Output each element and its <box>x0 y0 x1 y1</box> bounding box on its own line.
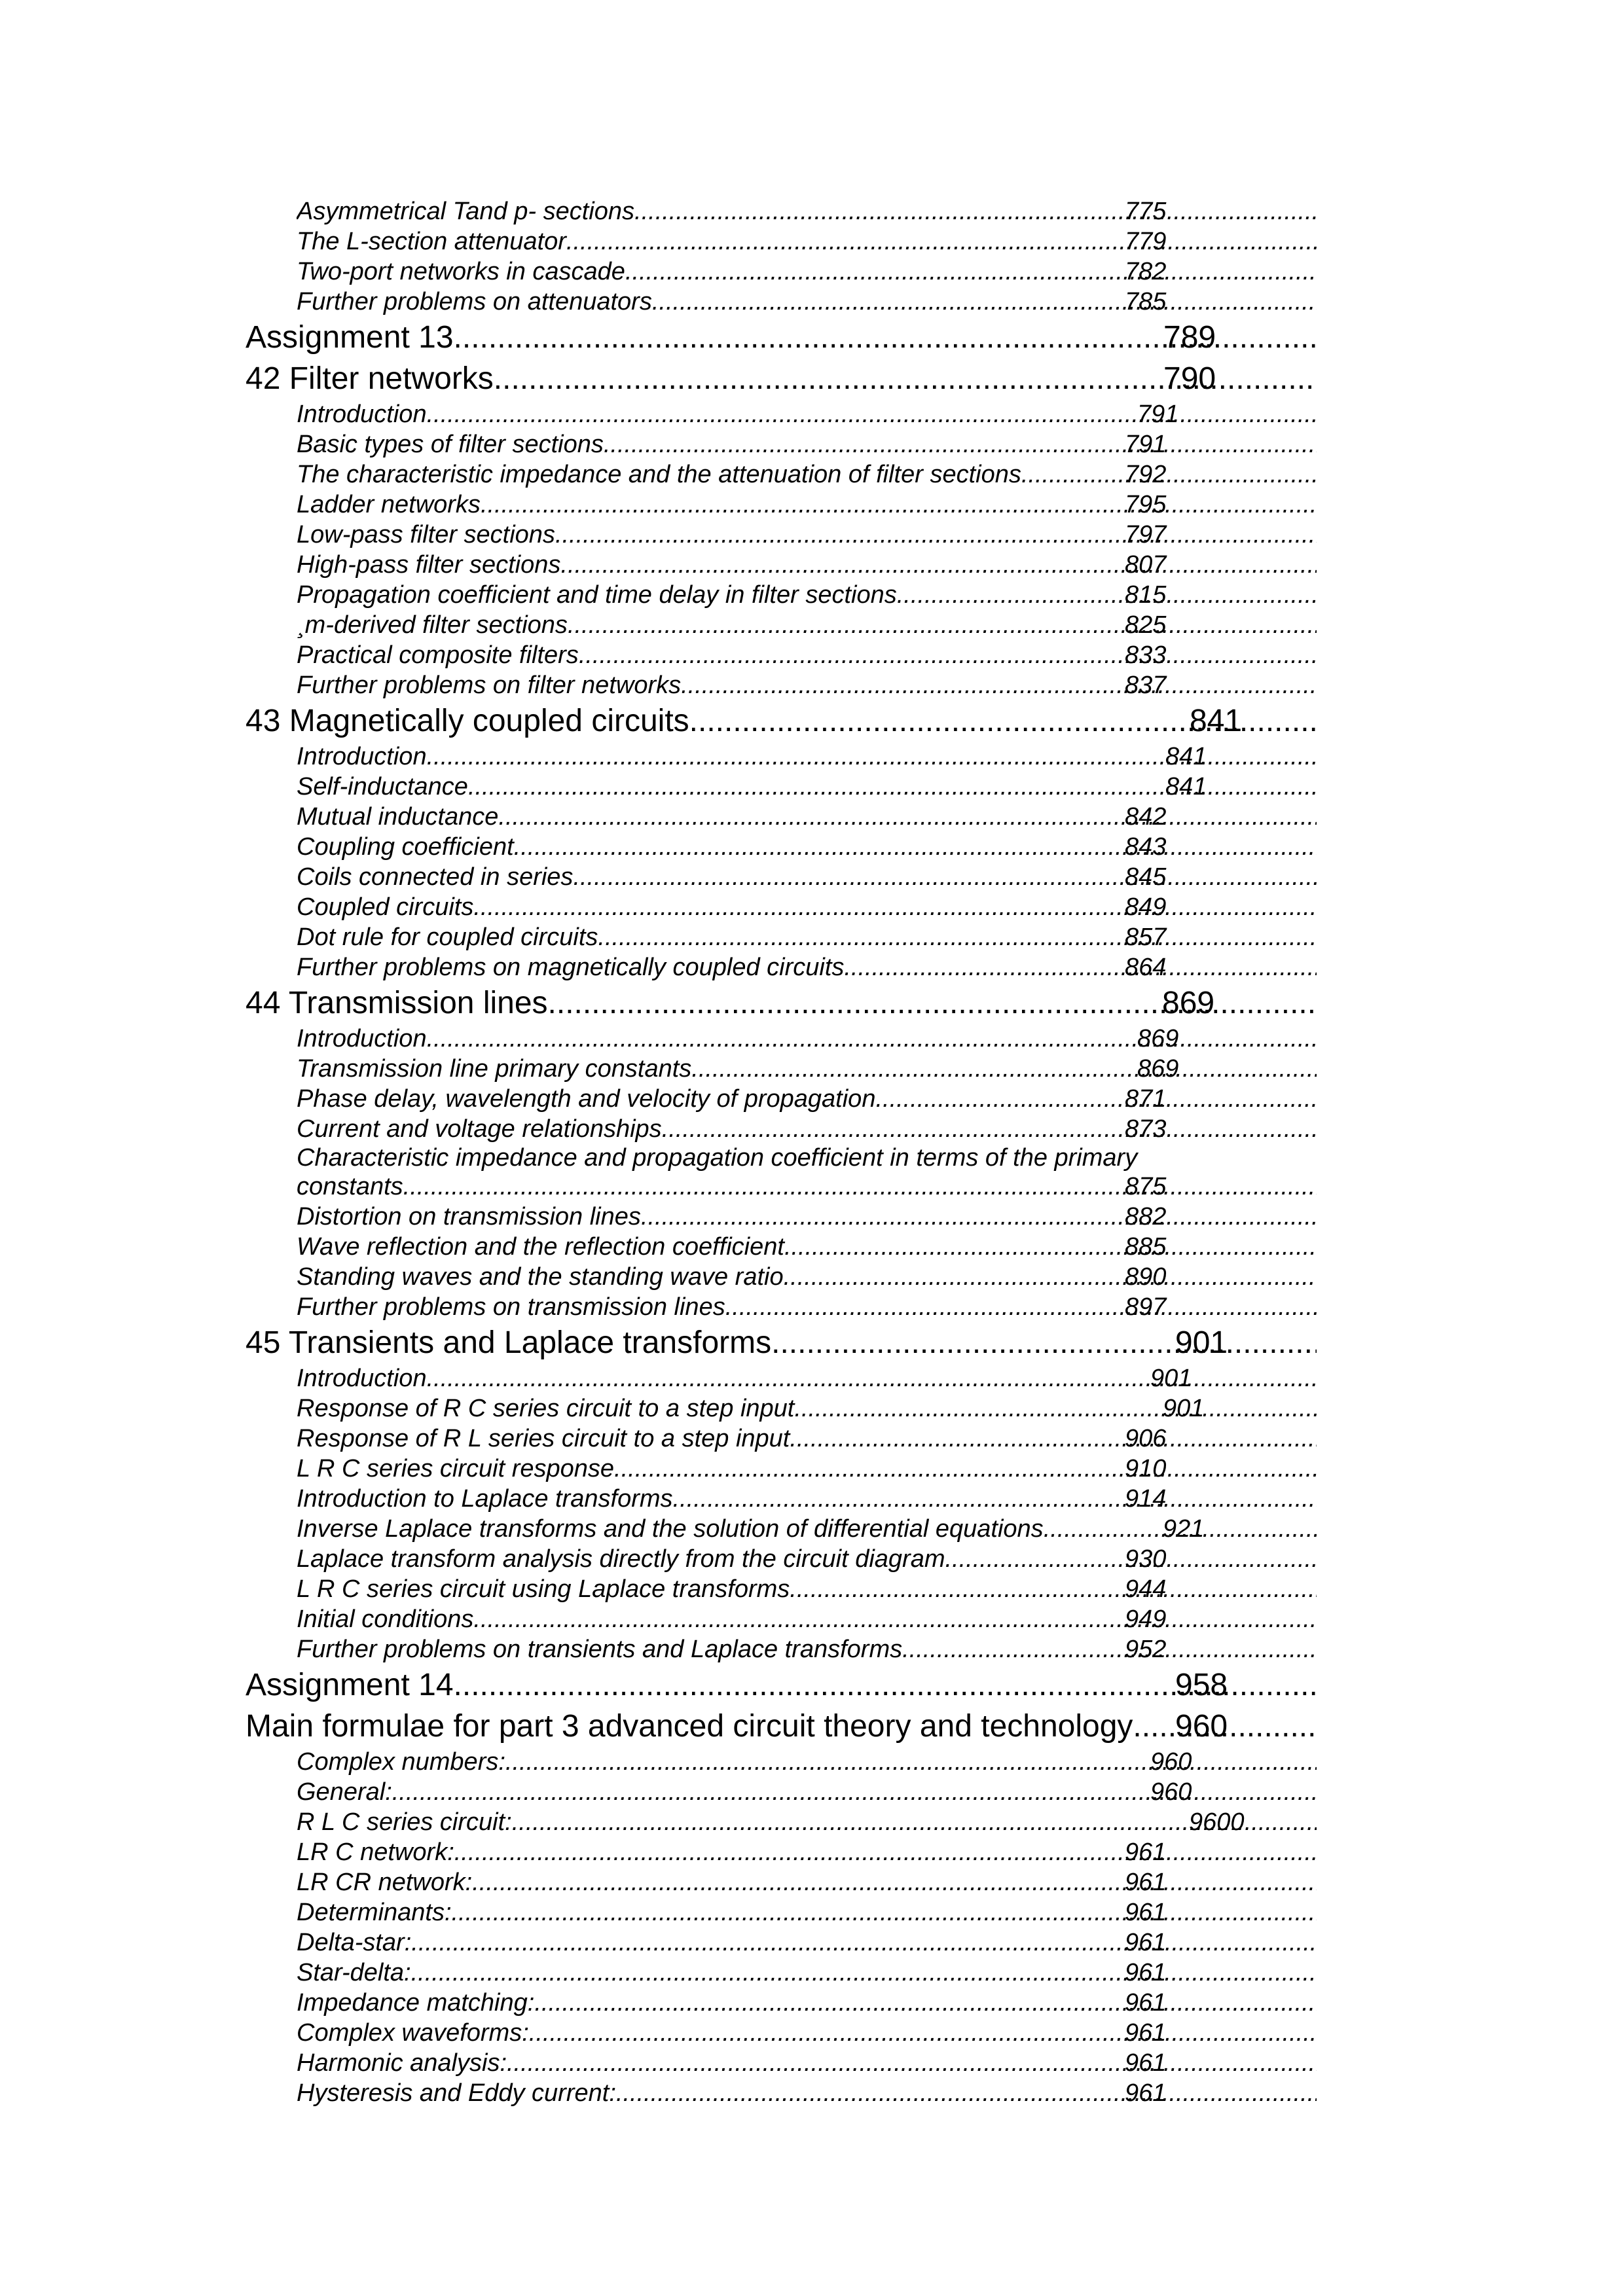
toc-section-title: Star-delta: <box>297 1959 411 1986</box>
page-number: 807 <box>1125 551 1167 579</box>
dot-leader <box>625 257 1317 287</box>
page-number: 961 <box>1125 1959 1167 1986</box>
page-number: 961 <box>1125 1839 1167 1866</box>
page-number: 833 <box>1125 641 1167 669</box>
page-number: 841 <box>1165 773 1207 800</box>
toc-section-title: Further problems on filter networks <box>297 672 682 699</box>
toc-section[interactable] <box>246 580 1522 610</box>
dot-leader <box>616 2078 1317 2108</box>
toc-section[interactable] <box>246 772 1522 802</box>
toc-section-title: Coupled circuits <box>297 893 474 921</box>
dot-leader <box>1021 459 1317 490</box>
page-number: 849 <box>1125 893 1167 921</box>
toc-section-title: Asymmetrical Tand p- sections <box>297 198 635 225</box>
toc-section[interactable] <box>246 1988 1522 2018</box>
toc-section[interactable] <box>246 1897 1522 1928</box>
toc-section-title: R L C series circuit: <box>297 1808 512 1836</box>
toc-section-title: Introduction to Laplace transforms <box>297 1485 673 1513</box>
toc-section[interactable] <box>246 1837 1522 1867</box>
toc-section-title: Delta-star: <box>297 1929 412 1956</box>
page-number: 842 <box>1125 803 1167 831</box>
toc-section-title: Further problems on magnetically coupled circuits <box>297 954 845 981</box>
page-number: 921 <box>1163 1515 1205 1543</box>
toc-section-title: The characteristic impedance and the attenuation of filter sections <box>297 461 1021 488</box>
toc-chapter-title: 44 Transmission lines <box>246 986 548 1020</box>
toc-section-title: Complex waveforms: <box>297 2019 529 2047</box>
dot-leader <box>902 1634 1317 1664</box>
dot-leader <box>473 1604 1317 1634</box>
page-number: 906 <box>1125 1425 1167 1452</box>
page-number: 841 <box>1165 743 1207 770</box>
dot-leader <box>472 1867 1317 1897</box>
page-number: 961 <box>1125 1989 1167 2017</box>
toc-section[interactable] <box>246 1084 1522 1114</box>
toc-section-title: Propagation coefficient and time delay in filter sections <box>297 581 897 609</box>
toc-chapter[interactable] <box>246 982 1522 1024</box>
toc-section-title: High-pass filter sections <box>297 551 561 579</box>
toc-chapter[interactable] <box>246 700 1522 742</box>
page-number: 961 <box>1125 2019 1167 2047</box>
page-number: 779 <box>1125 228 1167 255</box>
toc-section-title: Further problems on attenuators <box>297 288 652 315</box>
toc-chapter-title: 45 Transients and Laplace transforms <box>246 1325 772 1360</box>
toc-section-title: Introduction <box>297 401 427 428</box>
toc-section-title: Determinants: <box>297 1899 452 1926</box>
toc-section[interactable] <box>246 802 1522 832</box>
dot-leader <box>691 1054 1317 1084</box>
page-number: 901 <box>1150 1365 1192 1392</box>
toc-section-title: Impedance matching: <box>297 1989 535 2017</box>
toc-section[interactable] <box>246 1202 1522 1232</box>
toc-section[interactable] <box>246 1634 1522 1664</box>
page-number: 791 <box>1125 431 1167 458</box>
page-number: 961 <box>1125 2049 1167 2077</box>
toc-section[interactable] <box>246 399 1522 429</box>
toc-section[interactable] <box>246 287 1522 317</box>
dot-leader <box>427 1024 1317 1054</box>
page-number: 792 <box>1125 461 1167 488</box>
toc-section[interactable] <box>246 257 1522 287</box>
toc-section[interactable] <box>246 1262 1522 1292</box>
dot-leader <box>634 196 1317 226</box>
dot-leader <box>681 670 1317 700</box>
toc-section-title: Phase delay, wavelength and velocity of propagation <box>297 1085 876 1113</box>
toc-section[interactable] <box>246 1958 1522 1988</box>
page-number: 797 <box>1125 521 1167 548</box>
toc-section-title: The L-section attenuator <box>297 228 566 255</box>
toc-chapter[interactable] <box>246 317 1522 358</box>
toc-section-title: Distortion on transmission lines <box>297 1203 641 1230</box>
toc-section-title: Response of R L series circuit to a step input <box>297 1425 790 1452</box>
toc-section[interactable] <box>246 1928 1522 1958</box>
toc-section[interactable] <box>246 922 1522 952</box>
toc-section[interactable] <box>246 742 1522 772</box>
page-number: 869 <box>1162 986 1215 1020</box>
toc-section[interactable] <box>246 1292 1522 1322</box>
page-number: 785 <box>1125 288 1167 315</box>
toc-section[interactable] <box>246 1747 1522 1777</box>
toc-section-title: Current and voltage relationships <box>297 1115 662 1143</box>
page-number: 897 <box>1125 1293 1167 1321</box>
toc-section[interactable] <box>246 832 1522 862</box>
page-number: 873 <box>1125 1115 1167 1143</box>
toc-section-title: General: <box>297 1778 392 1806</box>
toc-section-title: L R C series circuit using Laplace transforms <box>297 1575 790 1603</box>
toc-section-title: LR CR network: <box>297 1869 473 1896</box>
toc-entry-line[interactable] <box>246 1144 1573 1172</box>
toc-section[interactable] <box>246 520 1522 550</box>
toc-section[interactable] <box>246 610 1522 640</box>
toc-section[interactable] <box>246 1454 1522 1484</box>
toc-section-title: Coils connected in series <box>297 863 574 891</box>
page-number: 944 <box>1125 1575 1167 1603</box>
toc-section-title: Self-inductance <box>297 773 468 800</box>
page-number: 841 <box>1190 704 1243 738</box>
toc-section[interactable] <box>246 892 1522 922</box>
toc-section-title: Practical composite filters <box>297 641 579 669</box>
toc-section[interactable] <box>246 640 1522 670</box>
toc-section-title: Further problems on transmission lines <box>297 1293 725 1321</box>
toc-chapter[interactable] <box>246 1322 1522 1363</box>
toc-section-title: Introduction <box>297 1365 427 1392</box>
toc-section-title: Transmission line primary constants <box>297 1055 692 1083</box>
dot-leader <box>641 1202 1317 1232</box>
page-number: 843 <box>1125 833 1167 861</box>
toc-section-title: constants <box>297 1173 403 1200</box>
page-number: 960 <box>1175 1709 1228 1744</box>
dot-leader <box>411 1928 1317 1958</box>
page-number: 845 <box>1125 863 1167 891</box>
page-number: 825 <box>1125 611 1167 639</box>
toc-entry-title: Characteristic impedance and propagation coefficient in terms of the primary <box>297 1144 1138 1172</box>
dot-leader <box>529 2018 1317 2048</box>
dot-leader <box>452 1897 1317 1928</box>
dot-leader <box>566 226 1317 257</box>
page-number: 890 <box>1125 1263 1167 1291</box>
page-number: 961 <box>1125 2079 1167 2107</box>
toc-chapter-title: Main formulae for part 3 advanced circuit theory and technology <box>246 1709 1133 1744</box>
page-number: 857 <box>1125 924 1167 951</box>
page-number: 901 <box>1163 1395 1205 1422</box>
page-number: 790 <box>1163 361 1216 396</box>
page-number: 910 <box>1125 1455 1167 1482</box>
toc-section-title: Mutual inductance <box>297 803 499 831</box>
toc-chapter-title: 43 Magnetically coupled circuits <box>246 704 689 738</box>
page-number: 958 <box>1175 1668 1228 1702</box>
toc-chapter[interactable] <box>246 1706 1522 1747</box>
toc-section-title: Introduction <box>297 1025 427 1052</box>
page-number: 869 <box>1137 1055 1179 1083</box>
toc-section[interactable] <box>246 1604 1522 1634</box>
dot-leader <box>568 610 1317 640</box>
toc-section-title: L R C series circuit response <box>297 1455 615 1482</box>
dot-leader <box>498 802 1317 832</box>
toc-section[interactable] <box>246 459 1522 490</box>
toc-section-title: Wave reflection and the reflection coefficient <box>297 1233 784 1261</box>
toc-section[interactable] <box>246 1054 1522 1084</box>
dot-leader <box>573 862 1317 892</box>
page-number: 795 <box>1125 491 1167 518</box>
page-number: 775 <box>1125 198 1167 225</box>
page-number: 875 <box>1125 1173 1167 1200</box>
page-number: 789 <box>1163 320 1216 355</box>
dot-leader <box>481 490 1317 520</box>
dot-leader <box>454 1837 1317 1867</box>
toc-section[interactable] <box>246 1484 1522 1514</box>
dot-leader <box>598 922 1317 952</box>
toc-section-title: Further problems on transients and Laplace transforms <box>297 1636 903 1663</box>
toc-section-title: Harmonic analysis: <box>297 2049 507 2077</box>
dot-leader <box>555 520 1317 550</box>
page-number: 871 <box>1125 1085 1167 1113</box>
toc-section[interactable] <box>246 1393 1522 1424</box>
toc-section-title: Standing waves and the standing wave ratio <box>297 1263 784 1291</box>
dot-leader <box>403 1172 1317 1202</box>
dot-leader <box>604 429 1317 459</box>
toc-section[interactable] <box>246 1024 1522 1054</box>
dot-leader <box>844 952 1317 982</box>
toc-section[interactable] <box>246 550 1522 580</box>
page-number: 952 <box>1125 1636 1167 1663</box>
toc-chapter-title: Assignment 14 <box>246 1668 454 1702</box>
page-number: 837 <box>1125 672 1167 699</box>
toc-section-title: Initial conditions <box>297 1605 474 1633</box>
toc-section-title: Introduction <box>297 743 427 770</box>
toc-section[interactable] <box>246 196 1522 226</box>
page-number: 882 <box>1125 1203 1167 1230</box>
dot-leader <box>507 2048 1317 2078</box>
toc-chapter-title: 42 Filter networks <box>246 361 494 396</box>
toc-section[interactable] <box>246 2048 1522 2078</box>
toc-section[interactable] <box>246 1807 1522 1837</box>
page-number: 960 <box>1150 1748 1192 1776</box>
dot-leader <box>662 1114 1317 1144</box>
toc-section[interactable] <box>246 862 1522 892</box>
page-number: 960 <box>1150 1778 1192 1806</box>
page-number: 901 <box>1175 1325 1228 1360</box>
table-of-contents <box>246 196 1522 2108</box>
dot-leader <box>652 287 1317 317</box>
dot-leader <box>771 1322 1317 1363</box>
dot-leader <box>784 1262 1317 1292</box>
page-number: 930 <box>1125 1545 1167 1573</box>
dot-leader <box>411 1958 1317 1988</box>
dot-leader <box>579 640 1317 670</box>
page-number: 914 <box>1125 1485 1167 1513</box>
dot-leader <box>614 1454 1317 1484</box>
toc-section-title: Dot rule for coupled circuits <box>297 924 598 951</box>
page-number: 782 <box>1125 258 1167 285</box>
toc-section[interactable] <box>246 2018 1522 2048</box>
page-number: 815 <box>1125 581 1167 609</box>
dot-leader <box>794 1393 1317 1424</box>
page-number: 864 <box>1125 954 1167 981</box>
toc-section[interactable] <box>246 1172 1522 1202</box>
page-number: 791 <box>1137 401 1179 428</box>
dot-leader <box>790 1424 1317 1454</box>
dot-leader <box>473 892 1317 922</box>
toc-chapter[interactable] <box>246 358 1522 399</box>
page-number: 869 <box>1137 1025 1179 1052</box>
page-number: 949 <box>1125 1605 1167 1633</box>
toc-section[interactable] <box>246 1514 1522 1544</box>
toc-section-title: Low-pass filter sections <box>297 521 555 548</box>
page-number: 961 <box>1125 1869 1167 1896</box>
toc-section[interactable] <box>246 1777 1522 1807</box>
toc-section-title: Laplace transform analysis directly from the circuit diagram <box>297 1545 945 1573</box>
toc-section-title: Ladder networks <box>297 491 481 518</box>
dot-leader <box>514 832 1317 862</box>
toc-section[interactable] <box>246 670 1522 700</box>
page-number: 9600 <box>1189 1808 1245 1836</box>
toc-section[interactable] <box>246 1544 1522 1574</box>
dot-leader <box>505 1747 1317 1777</box>
dot-leader <box>534 1988 1317 2018</box>
toc-section-title: Two-port networks in cascade <box>297 258 625 285</box>
dot-leader <box>427 399 1317 429</box>
toc-section-title: LR C network: <box>297 1839 454 1866</box>
dot-leader <box>725 1292 1317 1322</box>
toc-section[interactable] <box>246 226 1522 257</box>
toc-section[interactable] <box>246 2078 1522 2108</box>
toc-section[interactable] <box>246 490 1522 520</box>
page-number: 961 <box>1125 1899 1167 1926</box>
toc-section[interactable] <box>246 1232 1522 1262</box>
toc-chapter-title: Assignment 13 <box>246 320 454 355</box>
dot-leader <box>560 550 1317 580</box>
toc-section[interactable] <box>246 1574 1522 1604</box>
toc-section[interactable] <box>246 1363 1522 1393</box>
dot-leader <box>673 1484 1317 1514</box>
toc-section-title: Response of R C series circuit to a step input <box>297 1395 795 1422</box>
toc-section-title: ¸m-derived filter sections <box>297 611 568 639</box>
toc-section-title: Coupling coefficient <box>297 833 514 861</box>
toc-section[interactable] <box>246 952 1522 982</box>
dot-leader <box>897 580 1317 610</box>
toc-section[interactable] <box>246 1867 1522 1897</box>
toc-chapter[interactable] <box>246 1664 1522 1706</box>
toc-section[interactable] <box>246 1424 1522 1454</box>
dot-leader <box>784 1232 1317 1262</box>
toc-section-title: Hysteresis and Eddy current: <box>297 2079 616 2107</box>
toc-section[interactable] <box>246 429 1522 459</box>
dot-leader <box>790 1574 1317 1604</box>
page-number: 885 <box>1125 1233 1167 1261</box>
toc-section[interactable] <box>246 1114 1522 1144</box>
toc-section-title: Complex numbers: <box>297 1748 505 1776</box>
toc-section-title: Inverse Laplace transforms and the solution of differential equations <box>297 1515 1044 1543</box>
dot-leader <box>875 1084 1317 1114</box>
page-number: 961 <box>1125 1929 1167 1956</box>
toc-section-title: Basic types of filter sections <box>297 431 604 458</box>
